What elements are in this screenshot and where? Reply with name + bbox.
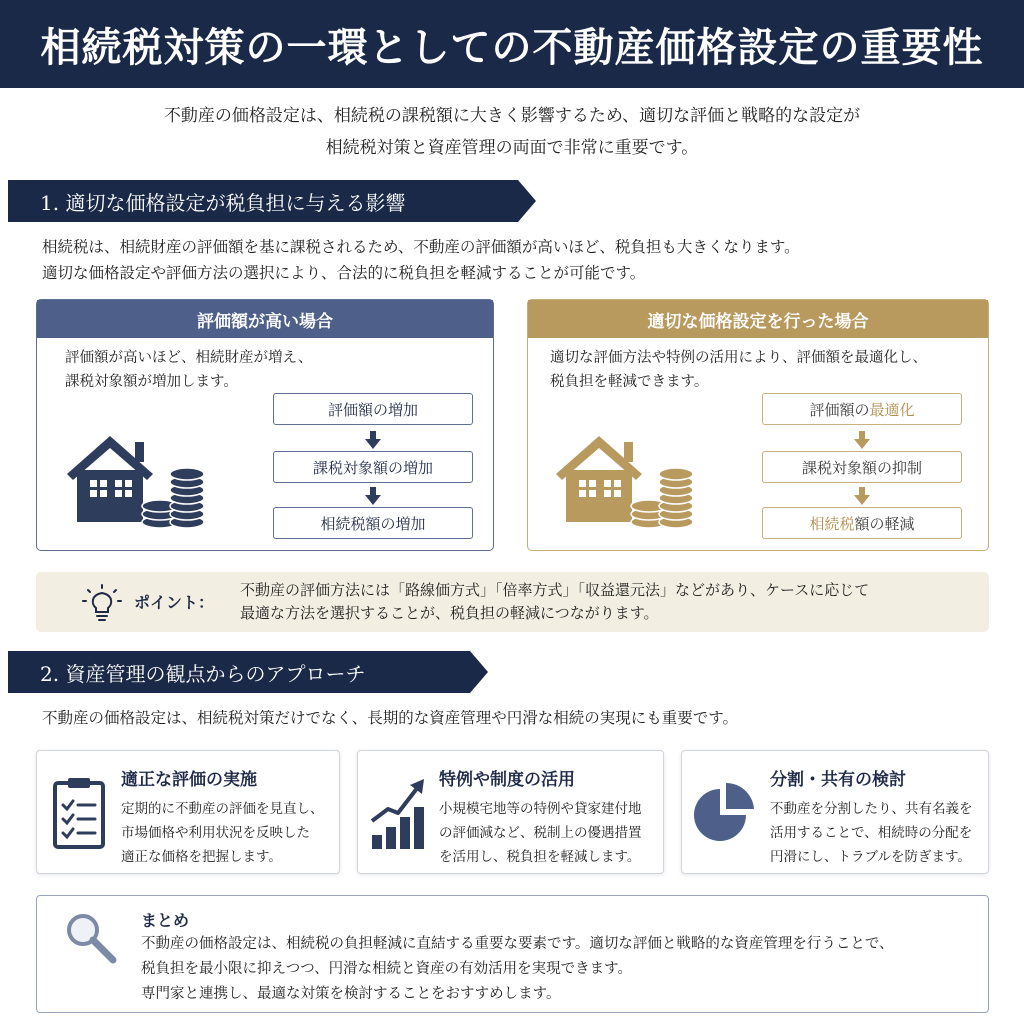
summary-box xyxy=(36,895,989,1013)
step-text: 評価額の xyxy=(809,400,870,419)
desc-line: 適切な評価方法や特例の活用により、評価額を最適化し、 xyxy=(550,350,927,366)
section-1-heading-label: 1. 適切な価格設定が税負担に与える影響 xyxy=(8,180,518,222)
card-line: の評価減など、税制上の優遇措置 xyxy=(439,825,642,841)
magnifier-icon xyxy=(63,910,119,966)
card-line: 適正な価格を把握します。 xyxy=(121,849,282,865)
section-1-heading xyxy=(8,180,536,222)
flow-step xyxy=(762,507,962,539)
card-line: 不動産を分割したり、共有名義を xyxy=(770,801,973,817)
pie-chart-icon xyxy=(690,781,758,849)
card-title: 分割・共有の検討 xyxy=(770,770,906,790)
card-text xyxy=(770,797,973,869)
step-text: 額の軽減 xyxy=(854,514,915,533)
flow-step: 相続税額の増加 xyxy=(273,507,473,539)
card-line: を活用し、税負担を軽減します。 xyxy=(439,849,641,865)
section-2-heading xyxy=(8,651,488,693)
body-line: 適切な価格設定や評価方法の選択により、合法的に税負担を軽減することが可能です。 xyxy=(42,264,646,282)
lightbulb-icon xyxy=(82,584,122,624)
summary-line: 専門家と連携し、最適な対策を検討することをおすすめします。 xyxy=(141,986,561,1002)
intro-text xyxy=(0,100,1024,164)
point-callout xyxy=(36,572,989,632)
point-text xyxy=(240,579,869,625)
card-special-provisions xyxy=(357,750,664,874)
card-line: 市場価格や利用状況を反映した xyxy=(121,825,310,841)
flow-step: 課税対象額の増加 xyxy=(273,451,473,483)
step-accent-text: 最適化 xyxy=(869,400,915,419)
optimized-valuation-case-box xyxy=(527,299,989,551)
card-text xyxy=(439,797,642,869)
desc-line: 税負担を軽減できます。 xyxy=(550,374,709,390)
step-accent-text: 相続税 xyxy=(809,514,855,533)
flow-step xyxy=(762,393,962,425)
flow-step xyxy=(762,451,962,483)
optimized-case-description xyxy=(550,346,927,394)
summary-text xyxy=(141,932,894,1007)
title-banner xyxy=(0,0,1024,88)
step-text: 課税対象額の抑制 xyxy=(801,458,922,477)
down-arrow-icon xyxy=(365,431,381,449)
card-line: 小規模宅地等の特例や貸家建付地 xyxy=(439,801,642,817)
point-label: ポイント： xyxy=(134,593,215,612)
heading-arrow-tip xyxy=(518,180,536,222)
down-arrow-icon xyxy=(854,431,870,449)
card-line: 定期的に不動産の評価を見直し、 xyxy=(121,801,324,817)
intro-line: 不動産の価格設定は、相続税の課税額に大きく影響するため、適切な評価と戦略的な設定が xyxy=(163,106,861,126)
summary-line: 税負担を最小限に抑えつつ、円滑な相続と資産の有効活用を実現できます。 xyxy=(141,961,632,977)
high-valuation-case-box xyxy=(36,299,494,551)
summary-title: まとめ xyxy=(141,911,190,930)
body-line: 相続税は、相続財産の評価額を基に課税されるため、不動産の評価額が高いほど、税負担も大きくなります。 xyxy=(42,238,800,256)
house-coins-icon xyxy=(554,432,694,532)
intro-line: 相続税対策と資産管理の両面で非常に重要です。 xyxy=(325,138,699,158)
house-coins-icon xyxy=(65,432,205,532)
down-arrow-icon xyxy=(365,487,381,505)
clipboard-checklist-icon xyxy=(51,775,107,851)
desc-line: 評価額が高いほど、相続財産が増え、 xyxy=(65,350,313,366)
summary-line: 不動産の価格設定は、相続税の負担軽減に直結する重要な要素です。適切な評価と戦略的な資産管理を行うことで、 xyxy=(141,936,894,952)
section-2-heading-label: 2. 資産管理の観点からのアプローチ xyxy=(8,651,470,693)
card-line: 円滑にし、トラブルを防ぎます。 xyxy=(770,849,971,865)
section-1-body xyxy=(42,234,800,286)
bar-chart-arrow-icon xyxy=(368,777,428,851)
flow-step: 評価額の増加 xyxy=(273,393,473,425)
card-text xyxy=(121,797,324,869)
high-case-description xyxy=(65,346,312,394)
point-line: 不動産の評価方法には「路線価方式」「倍率方式」「収益還元法」などがあり、ケースに応じて xyxy=(240,581,870,599)
card-proper-valuation xyxy=(36,750,340,874)
card-title: 特例や制度の活用 xyxy=(439,770,575,790)
card-line: 活用することで、相続時の分配を xyxy=(770,825,973,841)
heading-arrow-tip xyxy=(470,651,488,693)
card-title: 適正な評価の実施 xyxy=(121,770,257,790)
point-line: 最適な方法を選択することが、税負担の軽減につながります。 xyxy=(240,604,659,622)
card-division-coownership xyxy=(681,750,989,874)
high-case-title: 評価額が高い場合 xyxy=(37,300,493,338)
page-title: 相続税対策の一環としての不動産価格設定の重要性 xyxy=(40,23,984,71)
desc-line: 課税対象額が増加します。 xyxy=(65,374,238,390)
down-arrow-icon xyxy=(854,487,870,505)
section-2-body: 不動産の価格設定は、相続税対策だけでなく、長期的な資産管理や円滑な相続の実現にも重要です。 xyxy=(42,709,738,727)
optimized-case-title: 適切な価格設定を行った場合 xyxy=(528,300,988,338)
